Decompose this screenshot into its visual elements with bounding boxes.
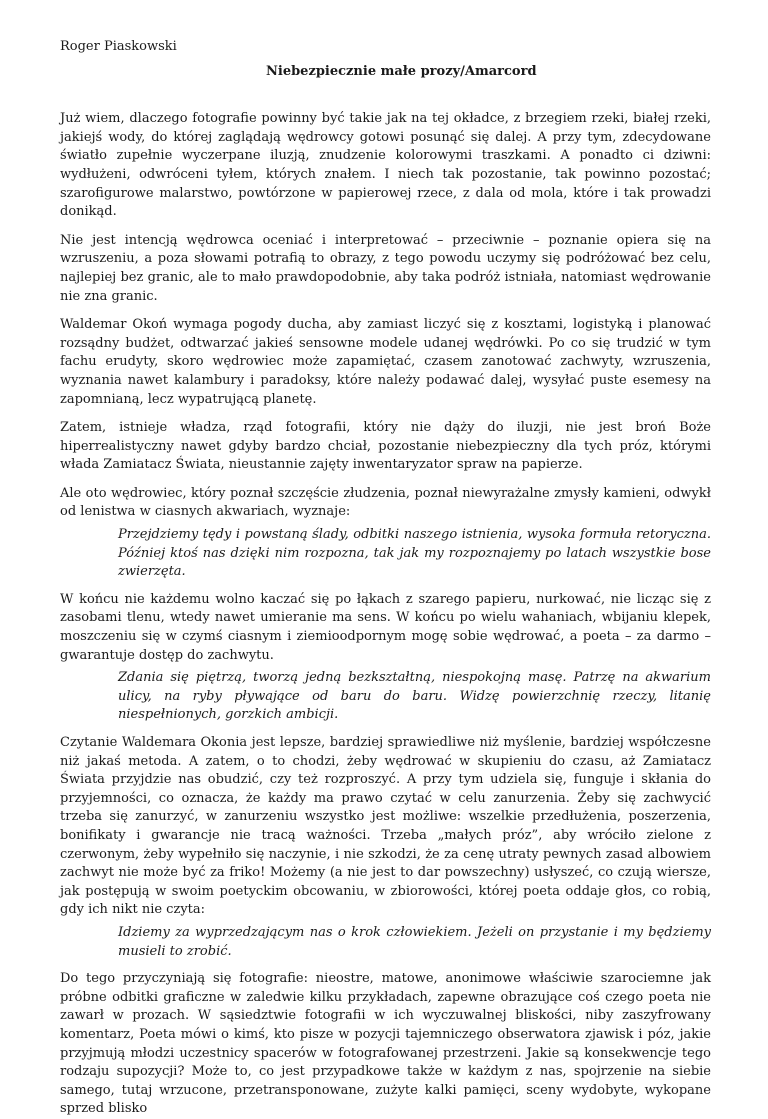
paragraph-4: Zatem, istnieje władza, rząd fotografii, który nie dąży do iluzji, nie jest broń Boże hiperrealistyczny nawet gdyby bardzo chciał, pozostanie niebezpieczny dla tych próz, którymi włada Zamiatacz Świata, nieustannie zajęty inwentaryzator spraw na papierze. [60,420,711,473]
paragraph-2: Nie jest intencją wędrowca oceniać i interpretować – przeciwnie – poznanie opiera się na wzruszeniu, a poza słowami potrafią to obrazy, z tego powodu uczymy się podróżować bez celu, najlepiej bez granic, ale to mało prawdopodobnie, aby taka podróż istniała, natomiast wędrowanie nie zna granic. [60,232,711,304]
quote-1: Przejdziemy tędy i powstaną ślady, odbitki naszego istnienia, wysoka formuła retoryczna. Później ktoś nas dzięki nim rozpozna, tak jak my rozpoznajemy po latach wszystkie bose zwierzęta. [118,527,711,580]
quote-3: Idziemy za wyprzedzającym nas o krok człowiekiem. Jeżeli on przystanie i my będziemy musieli to zrobić. [118,924,711,959]
paragraph-8: Do tego przyczyniają się fotografie: nieostre, matowe, anonimowe właściwie szarociemne jak próbne odbitki graficzne w zaledwie kilku przykładach, zapewne obrazujące coś czego poeta nie zawarł w prozach. W sąsiedztwie fotografii w ich wyczuwalnej bliskości, niby zaszyfrowany komentarz, Poeta mówi o kimś, kto pisze w pozycji tajemniczego obserwatora zjawisk i póz, jakie przyjmują młodzi uczestnicy spacerów w fotografowanej przestrzeni. Jakie są konsekwencje tego rodzaju supozycji? Może to, co jest przypadkowe także w każdym z nas, spojrzenie na siebie samego, tutaj wrzucone, przetransponowane, zużyte kalki pamięci, sceny wydobyte, wykopane sprzed blisko [60,971,711,1117]
paragraph-6: W końcu nie każdemu wolno kaczać się po łąkach z szarego papieru, nurkować, nie licząc się z zasobami tlenu, wtedy nawet umieranie ma sens. W końcu po wielu wahaniach, wbijaniu klepek, moszczeniu się w czymś ciasnym i ziemioodpornym mogę sobie wędrować, a poeta – za darmo – gwarantuje dostęp do zachwytu. [60,591,711,663]
paragraph-5: Ale oto wędrowiec, który poznał szczęście złudzenia, poznał niewyrażalne zmysły kamieni, odwykł od lenistwa w ciasnych akwariach, wyznaje: [60,485,711,520]
author-name: Roger Piaskowski [60,39,177,54]
paragraph-3: Waldemar Okoń wymaga pogody ducha, aby zamiast liczyć się z kosztami, logistyką i planować rozsądny budżet, odtwarzać jakieś sensowne modele udanej wędrówki. Po co się trudzić w tym fachu erudyty, skoro wędrowiec może zapamiętać, czasem zanotować zachwyty, wzruszenia, wyznania nawet kalambury i paradoksy, które należy podawać dalej, wysyłać puste esemesy na zapomnianą, lecz wypatrującą planetę. [60,317,711,407]
quote-2: Zdania się piętrzą, tworzą jedną bezkształtną, niespokojną masę. Patrzę na akwarium ulicy, na ryby pływające od baru do baru. Widzę powierzchnię rzeczy, litanię niespełnionych, gorzkich ambicji. [118,670,711,723]
document-title: Niebezpiecznie małe prozy/Amarcord [266,63,537,79]
paragraph-7: Czytanie Waldemara Okonia jest lepsze, bardziej sprawiedliwe niż myślenie, bardziej współczesne niż jakaś metoda. A zatem, o to chodzi, żeby wędrować w skupieniu do czasu, aż Zamiatacz Świata przyjdzie nas obudzić, czy też rozproszyć. A przy tym udziela się, funguje i skłania do przyjemności, co oznacza, że każdy ma prawo czytać w celu zanurzenia. Żeby się zachwycić trzeba się zanurzyć, w zanurzeniu wszystko jest możliwe: wszelkie przedłużenia, poszerzenia, bonifikaty i gwarancje nie tracą ważności. Trzeba „małych próz”, aby wróciło zielone z czerwonym, żeby wypełniło się naczynie, i nie szkodzi, że za cenę utraty pewnych zasad albowiem zachwyt nie może być za friko! Możemy (a nie jest to dar powszechny) usłyszeć, co czują wiersze, jak postępują w swoim poetyckim obcowaniu, w zbiorowości, której poeta oddaje głos, co robią, gdy ich nikt nie czyta: [60,735,711,918]
paragraph-1: Już wiem, dlaczego fotografie powinny być takie jak na tej okładce, z brzegiem rzeki, białej rzeki, jakiejś wody, do której zaglądają wędrowcy gotowi posunąć się dalej. A przy tym, zdecydowane światło zupełnie wyczerpane iluzją, znudzenie kolorowymi traszkami. A ponadto ci dziwni: wydłużeni, odwróceni tyłem, których znałem. I niech tak pozostanie, tak powinno pozostać; szarofigurowe malarstwo, powtórzone w papierowej rzece, z dala od mola, które i tak prowadzi donikąd. [60,111,711,220]
